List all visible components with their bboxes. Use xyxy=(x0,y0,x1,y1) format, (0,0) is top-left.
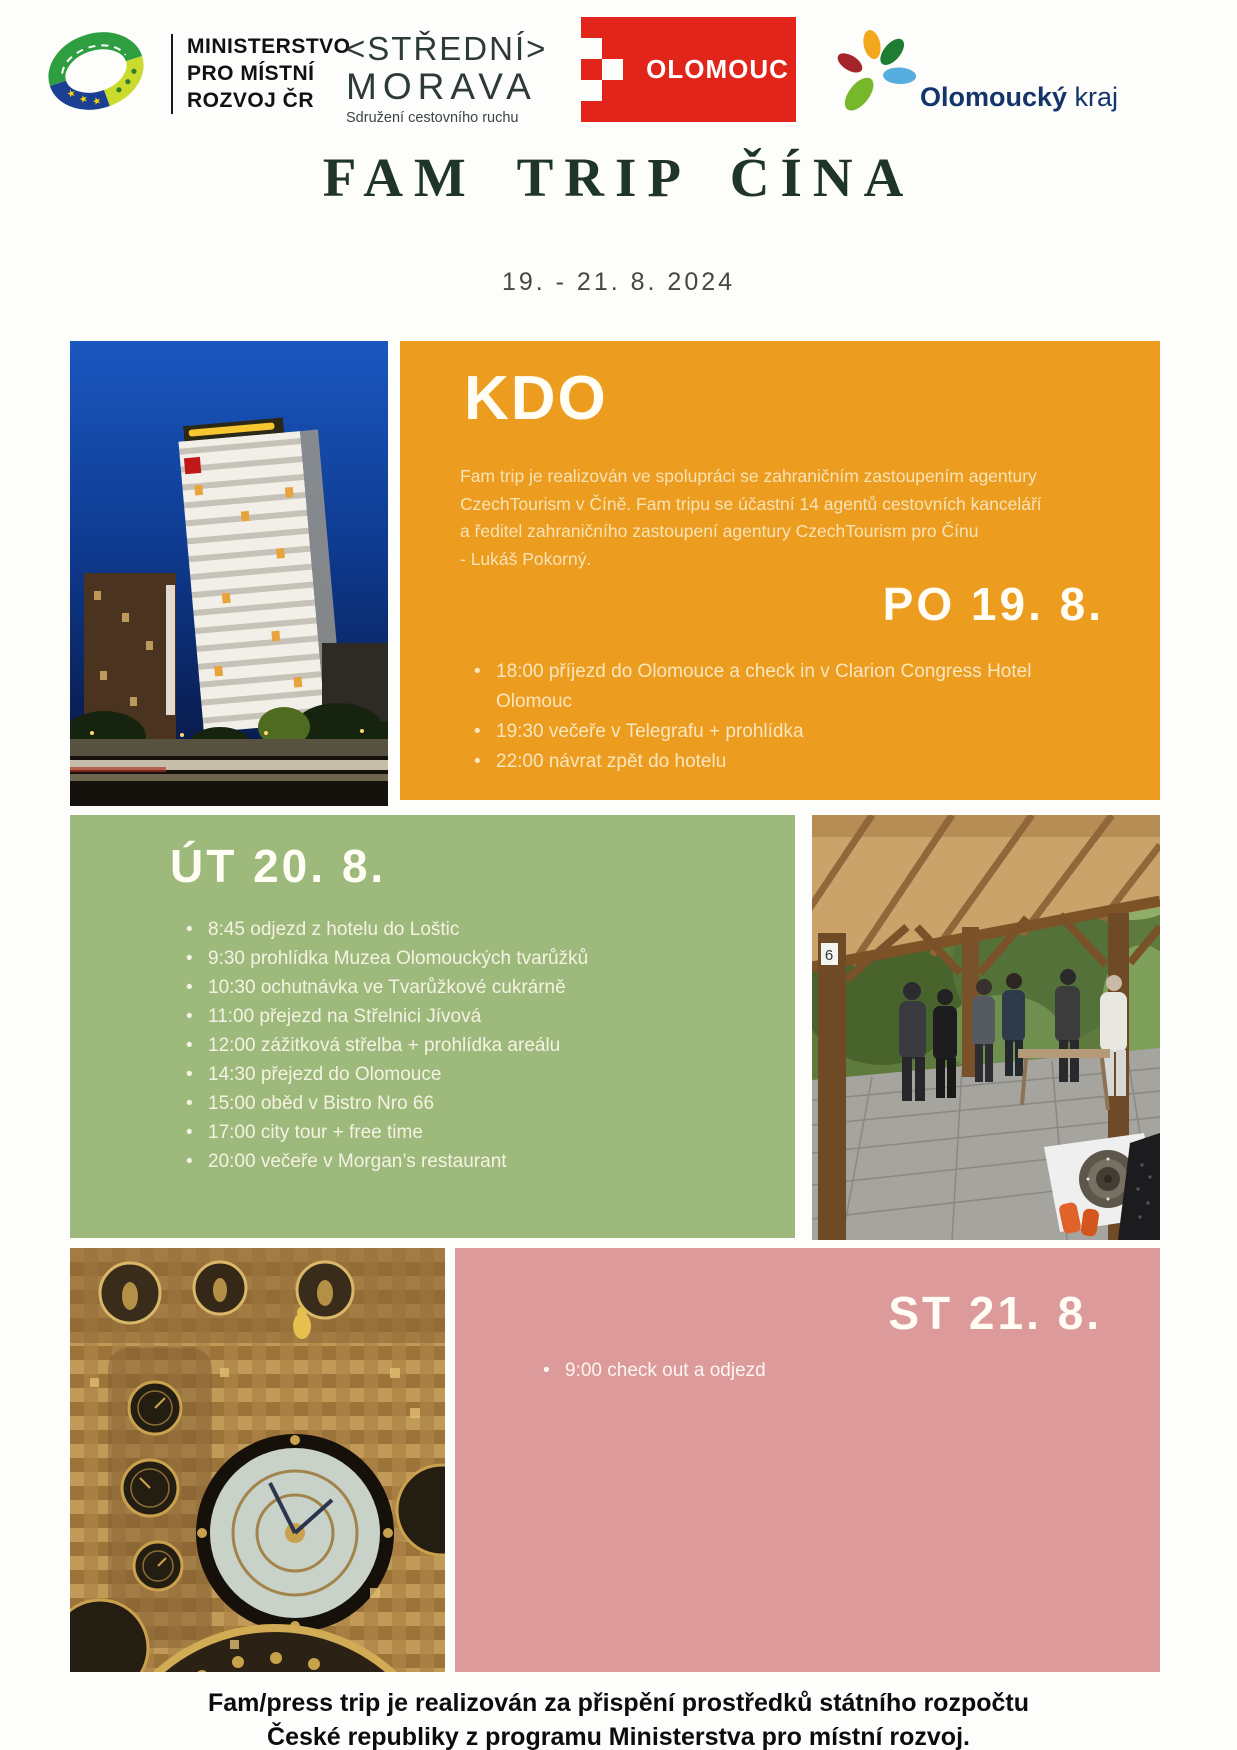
wednesday-block xyxy=(455,1248,1160,1672)
wednesday-heading: ST 21. 8. xyxy=(888,1287,1102,1339)
shooting-range-photo xyxy=(812,815,1160,1240)
olomouc-check-square xyxy=(602,59,623,80)
tuesday-schedule-list xyxy=(182,915,742,1176)
mmr-wordmark: MINISTERSTVO PRO MÍSTNÍ ROZVOJ ČR xyxy=(187,35,351,112)
hotel-night-photo xyxy=(70,341,388,806)
olomouc-logo xyxy=(581,17,796,122)
astronomical-clock-photo xyxy=(70,1248,445,1672)
schedule-item: • 20:00 večeře v Morgan’s restaurant xyxy=(182,1147,742,1176)
schedule-item: • 18:00 příjezd do Olomouce a check in v Clarion Congress Hotel Olomouc xyxy=(470,657,1070,717)
range-post-tag: 6 xyxy=(824,947,834,964)
kdo-paragraph-line: a ředitel zahraničního zastoupení agentury CzechTourism pro Čínu xyxy=(460,521,979,541)
kraj-wordmark xyxy=(920,82,1118,123)
stredni-morava-logo xyxy=(346,30,547,126)
schedule-item: • 11:00 přejezd na Střelnici Jívová xyxy=(182,1002,742,1031)
kdo-paragraph xyxy=(460,463,1080,573)
olomoucky-kraj-logo xyxy=(826,28,1118,123)
kraj-flower-icon xyxy=(826,28,918,123)
footer-note xyxy=(0,1686,1237,1750)
page-title: FAM TRIP ČÍNA xyxy=(322,147,915,208)
schedule-item: • 12:00 zážitková střelba + prohlídka areálu xyxy=(182,1031,742,1060)
stredni-morava-line2: MORAVA xyxy=(346,66,537,107)
mmr-swirl-icon xyxy=(35,25,157,122)
monday-schedule-list xyxy=(470,657,1070,777)
schedule-item: • 17:00 city tour + free time xyxy=(182,1118,742,1147)
kdo-paragraph-line: - Lukáš Pokorný. xyxy=(460,548,592,569)
kraj-wordmark-regular: kraj xyxy=(1067,82,1119,112)
stredni-morava-subtitle: Sdružení cestovního ruchu xyxy=(346,110,519,126)
schedule-item: • 10:30 ochutnávka ve Tvarůžkové cukrárně xyxy=(182,973,742,1002)
svg-text:★: ★ xyxy=(65,87,78,101)
tuesday-heading: ÚT 20. 8. xyxy=(170,840,387,892)
footer-line1: Fam/press trip je realizován za přispění prostředků státního rozpočtu xyxy=(207,1689,1029,1717)
olomouc-check-square xyxy=(581,80,602,101)
mmr-logo xyxy=(35,25,351,122)
kraj-wordmark-bold: Olomoucký xyxy=(920,82,1068,112)
schedule-item: • 15:00 oběd v Bistro Nro 66 xyxy=(182,1089,742,1118)
mmr-divider xyxy=(171,34,173,114)
schedule-item: • 9:00 check out a odjezd xyxy=(539,1356,1099,1385)
tuesday-block xyxy=(70,815,795,1238)
svg-text:★: ★ xyxy=(77,93,90,107)
wednesday-schedule-list xyxy=(539,1356,1099,1385)
olomouc-wordmark: OLOMOUC xyxy=(646,54,789,84)
olomouc-check-square xyxy=(581,38,602,59)
kdo-block xyxy=(400,341,1160,800)
schedule-item: • 19:30 večeře v Telegrafu + prohlídka xyxy=(470,717,1070,747)
kdo-paragraph-line: CzechTourism v Číně. Fam tripu se účastní 14 agentů cestovních kanceláří xyxy=(460,493,1042,514)
monday-heading: PO 19. 8. xyxy=(882,578,1104,630)
event-date: 19. - 21. 8. 2024 xyxy=(501,268,736,296)
schedule-item: • 8:45 odjezd z hotelu do Loštic xyxy=(182,915,742,944)
footer-line2: České republiky z programu Ministerstva pro místní rozvoj. xyxy=(267,1723,970,1750)
kdo-paragraph-line: Fam trip je realizován ve spolupráci se zahraničním zastoupením agentury xyxy=(460,466,1037,486)
svg-text:★: ★ xyxy=(91,95,103,109)
schedule-item: • 14:30 přejezd do Olomouce xyxy=(182,1060,742,1089)
stredni-morava-line1: <STŘEDNÍ> xyxy=(346,30,548,67)
kdo-heading: KDO xyxy=(464,364,608,433)
schedule-item: • 22:00 návrat zpět do hotelu xyxy=(470,747,1070,777)
schedule-item: • 9:30 prohlídka Muzea Olomouckých tvarůžků xyxy=(182,944,742,973)
